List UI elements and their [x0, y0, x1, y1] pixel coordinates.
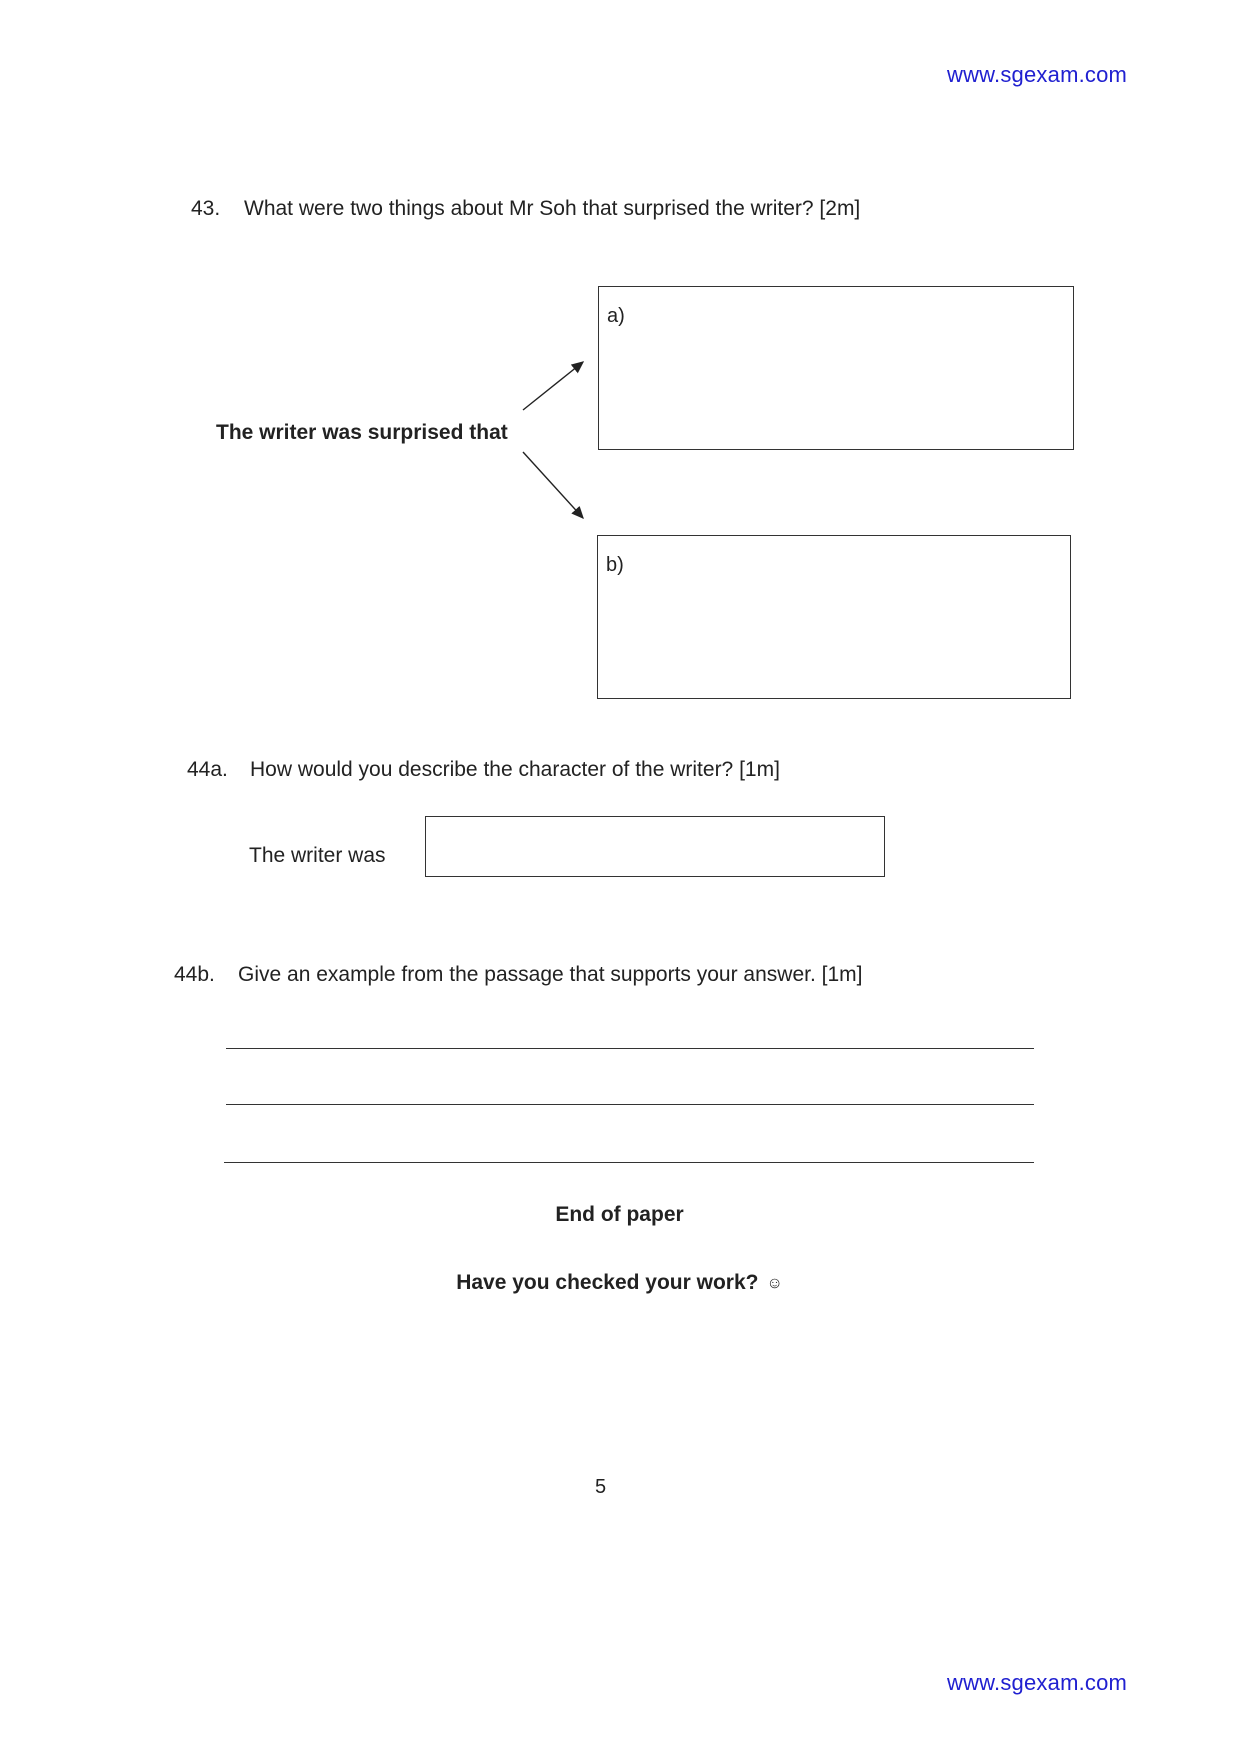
footer-watermark: www.sgexam.com: [947, 1670, 1128, 1695]
question-43-text: What were two things about Mr Soh that surprised the writer? [2m]: [244, 197, 861, 220]
question-44a-text: How would you describe the character of the writer? [1m]: [250, 758, 780, 781]
question-44a-number: 44a.: [187, 758, 228, 781]
character-prompt-label: The writer was: [249, 844, 386, 867]
page-number: 5: [595, 1476, 607, 1498]
branch-arrows: [515, 350, 595, 530]
check-work-text: Have you checked your work?: [456, 1271, 759, 1294]
header-watermark: www.sgexam.com: [947, 62, 1128, 87]
answer-line-2[interactable]: [226, 1104, 1034, 1105]
answer-box-a-label: a): [607, 305, 625, 327]
question-44b-number: 44b.: [174, 963, 215, 986]
smiley-icon: ☺: [766, 1275, 783, 1292]
surprised-stem-label: The writer was surprised that: [216, 421, 508, 444]
arrow-down-icon: [523, 452, 583, 518]
end-of-paper: End of paper: [555, 1203, 684, 1226]
check-work-line: [0, 1271, 1239, 1295]
answer-box-a[interactable]: [598, 286, 1074, 450]
answer-line-3[interactable]: [224, 1162, 1034, 1163]
arrow-up-icon: [523, 362, 583, 410]
question-43-number: 43.: [191, 197, 221, 220]
answer-line-1[interactable]: [226, 1048, 1034, 1049]
answer-box-b[interactable]: [597, 535, 1071, 699]
question-44b-text: Give an example from the passage that supports your answer. [1m]: [238, 963, 863, 986]
character-answer-box[interactable]: [425, 816, 885, 877]
answer-box-b-label: b): [606, 554, 624, 576]
